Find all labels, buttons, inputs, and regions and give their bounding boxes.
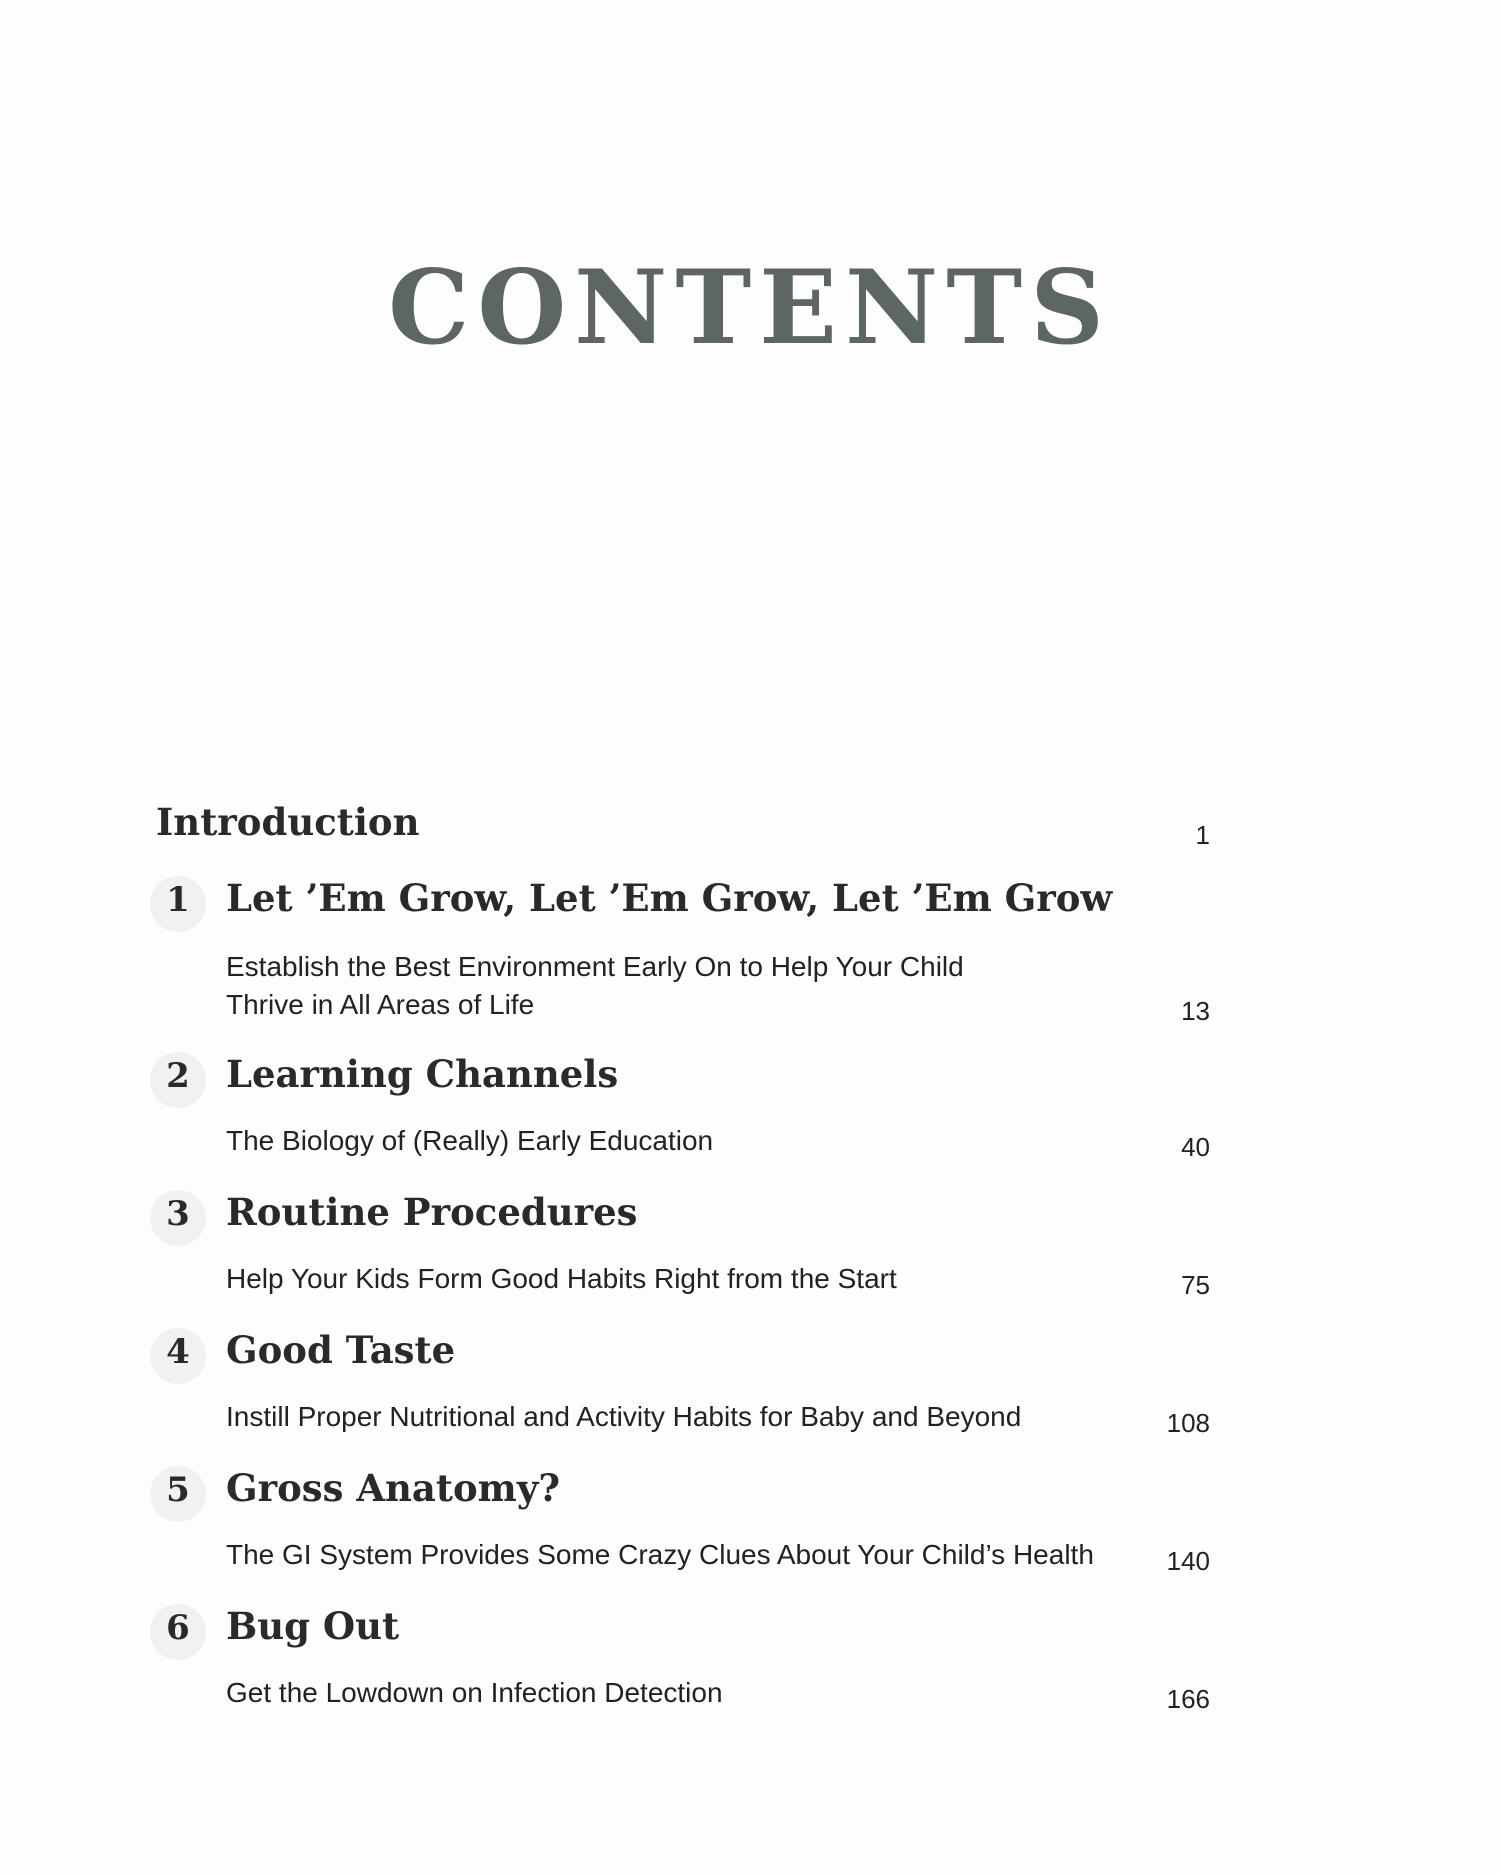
chapter-subtitle-line: Thrive in All Areas of Life xyxy=(226,989,535,1020)
chapter-page-number: 166 xyxy=(1166,1684,1210,1714)
chapter-number-badge xyxy=(150,1052,206,1108)
chapter-subtitle xyxy=(226,1260,897,1298)
chapter-number: 2 xyxy=(166,1056,190,1096)
page-title: CONTENTS xyxy=(388,248,1112,368)
toc-entry-chapter-6 xyxy=(150,1604,1210,1724)
chapter-subtitle-line: The GI System Provides Some Crazy Clues About Your Child’s Health xyxy=(226,1539,1094,1570)
chapter-title: Bug Out xyxy=(226,1604,400,1648)
toc-entry-chapter-3 xyxy=(150,1190,1210,1310)
chapter-title: Gross Anatomy? xyxy=(226,1466,560,1510)
chapter-page-number: 108 xyxy=(1166,1408,1210,1438)
chapter-subtitle-line: The Biology of (Really) Early Education xyxy=(226,1125,714,1156)
chapter-subtitle-line: Establish the Best Environment Early On to Help Your Child xyxy=(226,951,964,982)
chapter-title: Routine Procedures xyxy=(226,1190,638,1234)
chapter-number-badge xyxy=(150,1466,206,1522)
introduction-label: Introduction xyxy=(156,800,420,844)
chapter-number-badge xyxy=(150,1604,206,1660)
chapter-subtitle xyxy=(226,1674,723,1712)
toc-entry-chapter-2 xyxy=(150,1052,1210,1172)
chapter-number-badge xyxy=(150,1190,206,1246)
toc-entry-chapter-5 xyxy=(150,1466,1210,1586)
toc-entry-introduction xyxy=(156,800,1210,860)
chapter-number: 4 xyxy=(166,1332,190,1372)
chapter-number: 6 xyxy=(166,1608,190,1648)
chapter-title: Learning Channels xyxy=(226,1052,619,1096)
introduction-page-number: 1 xyxy=(1195,820,1210,850)
chapter-page-number: 13 xyxy=(1181,996,1210,1026)
chapter-number: 3 xyxy=(166,1194,190,1234)
chapter-subtitle-line: Instill Proper Nutritional and Activity Habits for Baby and Beyond xyxy=(226,1401,1022,1432)
toc-entry-chapter-1 xyxy=(150,876,1210,1026)
chapter-number-badge xyxy=(150,876,206,932)
chapter-subtitle xyxy=(226,1122,713,1160)
chapter-page-number: 140 xyxy=(1166,1546,1210,1576)
chapter-title: Good Taste xyxy=(226,1328,456,1372)
chapter-number: 5 xyxy=(166,1470,190,1510)
chapter-page-number: 40 xyxy=(1181,1132,1210,1162)
chapter-page-number: 75 xyxy=(1181,1270,1210,1300)
chapter-subtitle xyxy=(226,1536,1094,1574)
chapter-subtitle xyxy=(226,1398,1021,1436)
chapter-number-badge xyxy=(150,1328,206,1384)
chapter-subtitle-line: Get the Lowdown on Infection Detection xyxy=(226,1677,723,1708)
chapter-number: 1 xyxy=(166,880,190,920)
chapter-title: Let ’Em Grow, Let ’Em Grow, Let ’Em Grow xyxy=(226,876,1113,920)
chapter-subtitle xyxy=(226,948,964,1024)
toc-entry-chapter-4 xyxy=(150,1328,1210,1448)
chapter-subtitle-line: Help Your Kids Form Good Habits Right from the Start xyxy=(226,1263,897,1294)
